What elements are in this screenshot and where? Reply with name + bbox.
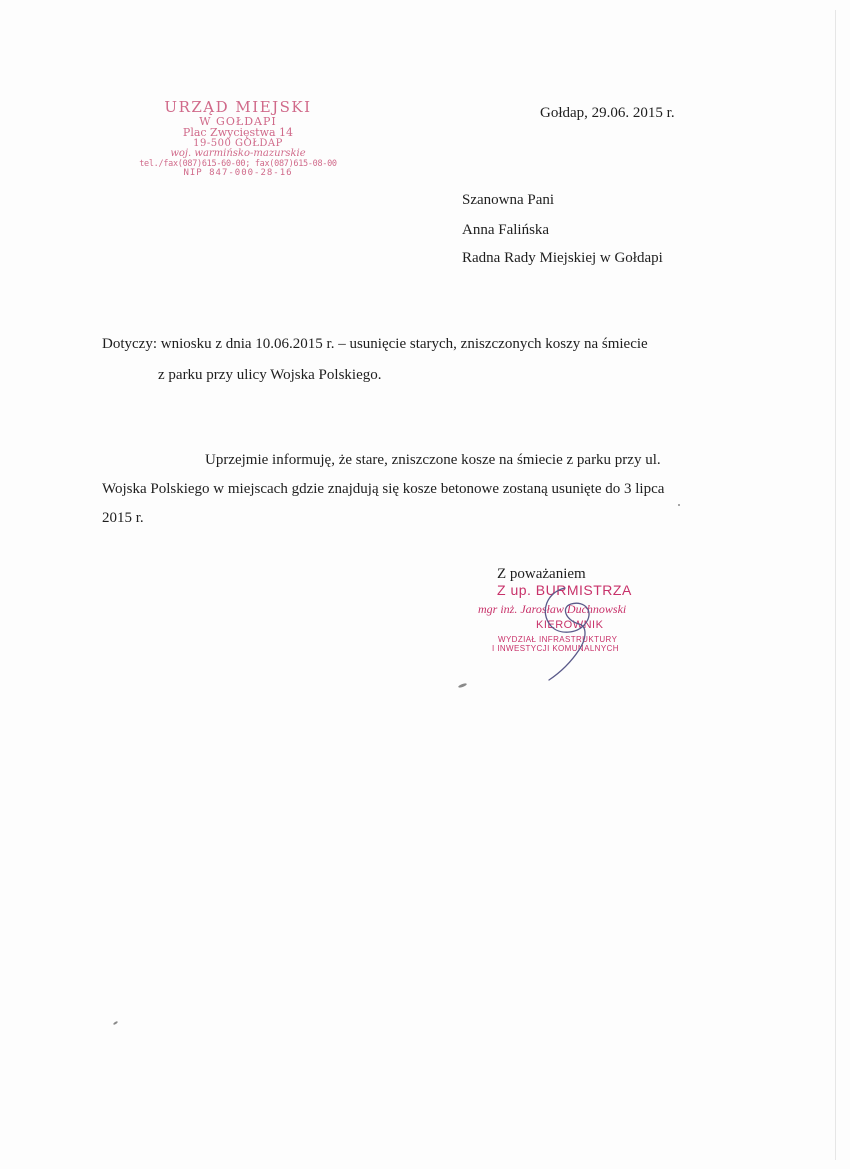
signer-name: mgr inż. Jarosław Duchnowski [478, 602, 627, 616]
stamp-nip: NIP 847-000-28-16 [183, 167, 293, 178]
page-edge [835, 10, 836, 1160]
department-line-2: I INWESTYCJI KOMUNALNYCH [492, 644, 619, 653]
stamp-street: Plac Zwycięstwa 14 [182, 126, 294, 140]
body-line-2: Wojska Polskiego w miejscach gdzie znajdują się kosze betonowe zostaną usunięte do 3 lipca [102, 481, 665, 497]
recipient-salutation: Szanowna Pani [462, 192, 555, 208]
stamp-phone: tel./fax(087)615-60-00; fax(087)615-08-00 [139, 158, 337, 169]
stamp-office-name: URZĄD MIEJSKI [164, 98, 312, 116]
department-line-1: WYDZIAŁ INFRASTRUKTURY [498, 635, 618, 644]
handwritten-signature [525, 580, 615, 685]
stamp-postcode: 19-500 GOŁDAP [193, 137, 283, 149]
scan-speck [678, 504, 680, 506]
subject-line-2: z parku przy ulicy Wojska Polskiego. [158, 367, 382, 383]
office-stamp [118, 100, 358, 178]
stamp-town: W GOŁDAPI [199, 114, 277, 128]
scan-speck [113, 1021, 118, 1026]
stamp-voivodeship: woj. warmińsko-mazurskie [170, 148, 306, 160]
closing-regards: Z poważaniem [497, 566, 586, 582]
signer-role: KIEROWNIK [536, 619, 604, 631]
body-line-3: 2015 r. [102, 510, 144, 526]
recipient-name: Anna Falińska [462, 222, 550, 238]
body-line-1: Uprzejmie informuję, że stare, zniszczone kosze na śmiecie z parku przy ul. [205, 452, 661, 468]
on-behalf-text: Z up. BURMISTRZA [497, 582, 632, 598]
subject-line-1: Dotyczy: wniosku z dnia 10.06.2015 r. – usunięcie starych, zniszczonych koszy na śmiecie [102, 336, 648, 352]
letter-date: Gołdap, 29.06. 2015 r. [540, 105, 675, 121]
recipient-title: Radna Rady Miejskiej w Gołdapi [462, 250, 663, 266]
scan-speck [458, 683, 467, 689]
